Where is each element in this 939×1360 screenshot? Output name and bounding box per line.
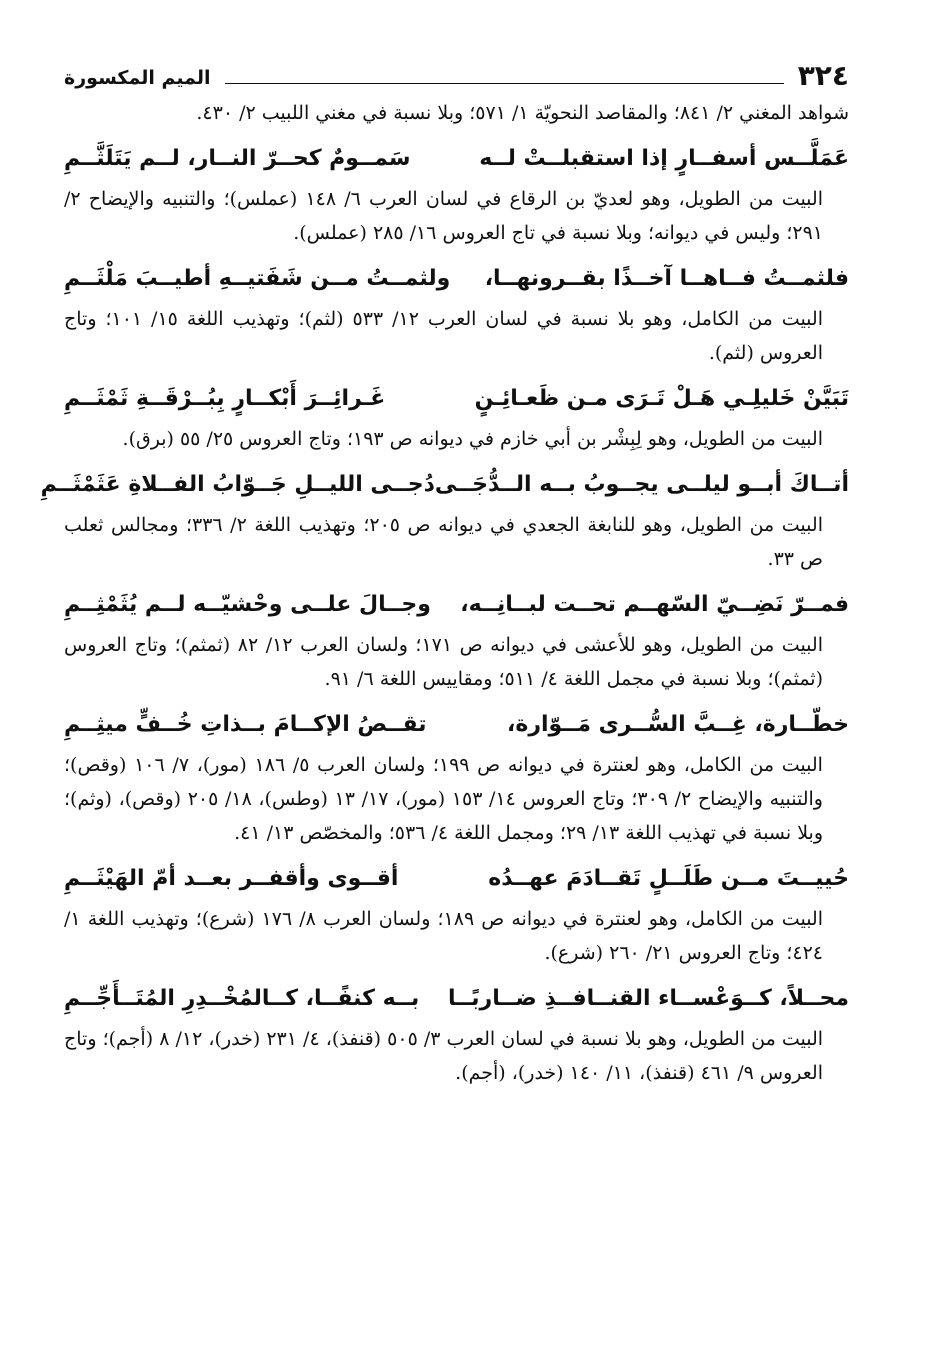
second-hemistich: غَـرائِــرَ أَبْكــارٍ بِبُــرْقَــةِ ثَمْثَــمِ xyxy=(64,386,386,411)
section-title: الميم المكسورة xyxy=(64,67,211,89)
second-hemistich: بــه كنفًــا، كــالمُخْــدِرِ المُتَــأَجِّــمِ xyxy=(64,986,420,1011)
first-hemistich: فمــرّ نَضِــيّ السّهــم تحــت لبــانِــه، xyxy=(460,592,849,617)
page-number: ٣٢٤ xyxy=(797,59,849,92)
verse-source: البيت من الطويل، وهو لِبِشْر بن أبي خازم في ديوانه ص ١٩٣؛ وتاج العروس ٢٥/ ٥٥ (برق). xyxy=(122,428,823,450)
first-hemistich: أتــاكَ أبــو ليلــى يجــوبُ بــه الــدُّجَــى xyxy=(434,472,849,497)
verse-source: البيت من الطويل، وهو للنابغة الجعدي في ديوانه ص ٢٠٥؛ وتهذيب اللغة ٢/ ٣٣٦؛ ومجالس ثعلب ص ٣٣. xyxy=(64,514,823,570)
verse-line xyxy=(40,470,849,508)
verse-line xyxy=(64,264,849,302)
verse-line xyxy=(64,144,849,182)
second-hemistich: ولثمــتُ مــن شَفَتيــهِ أطيــبَ مَلْثَــمِ xyxy=(64,266,451,291)
verse-line xyxy=(64,710,849,748)
second-hemistich: دُجــى الليــلِ جَــوّابُ الفــلاةِ عَثَمْثَــمِ xyxy=(40,472,435,497)
verse-source: البيت من الكامل، وهو لعنترة في ديوانه ص ١٩٩؛ ولسان العرب ٥/ ١٨٦ (مور)، ٧/ ١٠٦ (وقص)؛ والتنبيه والإيضاح ٢/ ٣٠٩؛ وتاج العروس ١٤/ ١٥٣ (مور)، ١٧/ ١٣ (وطس)، ١٨/ ٢٠٥ (وقص)، (وثم)؛ وبلا نسبة في تهذيب اللغة ١٣/ ٢٩؛ ومجمل اللغة ٤/ ٥٣٦؛ والمخصّص ١٣/ ٤١. xyxy=(64,754,823,844)
verse-line xyxy=(64,590,849,628)
verse-line xyxy=(64,384,849,422)
verse-source: البيت من الكامل، وهو بلا نسبة في لسان العرب ١٢/ ٥٣٣ (لثم)؛ وتهذيب اللغة ١٥/ ١٠١؛ وتاج العروس (لثم). xyxy=(64,308,823,364)
verse-line xyxy=(64,984,849,1022)
second-hemistich: أقــوى وأقفــر بعــد أمّ الهَيْثَــمِ xyxy=(64,866,399,891)
verse-entry xyxy=(64,144,849,250)
second-hemistich: سَمــومٌ كحــرّ النــار، لــم يَتَلَثَّــمِ xyxy=(64,146,411,171)
verse-source: البيت من الطويل، وهو بلا نسبة في لسان العرب ٣/ ٥٠٥ (قنفذ)، ٤/ ٢٣١ (خدر)، ١٢/ ٨ (أجم)؛ وتاج العروس ٩/ ٤٦١ (قنفذ)، ١١/ ١٤٠ (خدر)، (أجم). xyxy=(64,1028,824,1084)
verse-line xyxy=(64,864,849,902)
verse-entry xyxy=(64,264,849,370)
page-header xyxy=(64,44,849,90)
verse-entry xyxy=(64,590,849,696)
first-hemistich: فلثمــتُ فــاهــا آخــذًا بقــرونهــا، xyxy=(484,266,849,291)
first-hemistich: عَمَلَّــس أسفــارٍ إذا استقبلــتْ لــه xyxy=(479,146,849,171)
verse-entry xyxy=(64,984,849,1090)
first-hemistich: خطّــارة، غِــبَّ السُّــرى مَــوّارة، xyxy=(506,712,849,737)
second-hemistich: تقــصُ الإكــامَ بــذاتِ خُــفٍّ ميثِــمِ xyxy=(64,712,427,737)
verse-source: البيت من الطويل، وهو لعديّ بن الرقاع في لسان العرب ٦/ ١٤٨ (عملس)؛ والتنبيه والإيضاح ٢/ ٢٩١؛ وليس في ديوانه؛ وبلا نسبة في تاج العروس ١٦/ ٢٨٥ (عملس). xyxy=(64,188,823,244)
first-hemistich: محــلاً، كــوَعْســاء القنــافــذِ ضــاربًــا xyxy=(448,986,849,1011)
verse-entry xyxy=(40,470,849,576)
first-hemistich: حُييــتَ مــن طَلَــلٍ تَقــادَمَ عهــدُه xyxy=(488,866,849,891)
verse-source: البيت من الكامل، وهو لعنترة في ديوانه ص ١٨٩؛ ولسان العرب ٨/ ١٧٦ (شرع)؛ وتهذيب اللغة ١/ ٤٢٤؛ وتاج العروس ٢١/ ٢٦٠ (شرع). xyxy=(64,908,823,964)
verse-entry xyxy=(64,384,849,456)
verse-entry xyxy=(64,710,849,850)
second-hemistich: وجــالَ علــى وحْشيّــه لــم يُثَمْثِــمِ xyxy=(64,592,431,617)
intro-paragraph: شواهد المغني ٢/ ٨٤١؛ والمقاصد النحويّة ١/ ٥٧١؛ وبلا نسبة في مغني اللبيب ٢/ ٤٣٠. xyxy=(196,102,849,124)
verse-source: البيت من الطويل، وهو للأعشى في ديوانه ص ١٧١؛ ولسان العرب ١٢/ ٨٢ (ثمثم)؛ وتاج العروس (ثمثم)؛ وبلا نسبة في مجمل اللغة ٤/ ٥١١؛ ومقاييس اللغة ٦/ ٩١. xyxy=(64,634,823,690)
verse-entry xyxy=(64,864,849,970)
header-rule xyxy=(225,83,784,84)
first-hemistich: تَبَيَّنْ خَليلِـي هَـلْ تَـرَى مـن ظَعـائِـنٍ xyxy=(474,386,849,411)
